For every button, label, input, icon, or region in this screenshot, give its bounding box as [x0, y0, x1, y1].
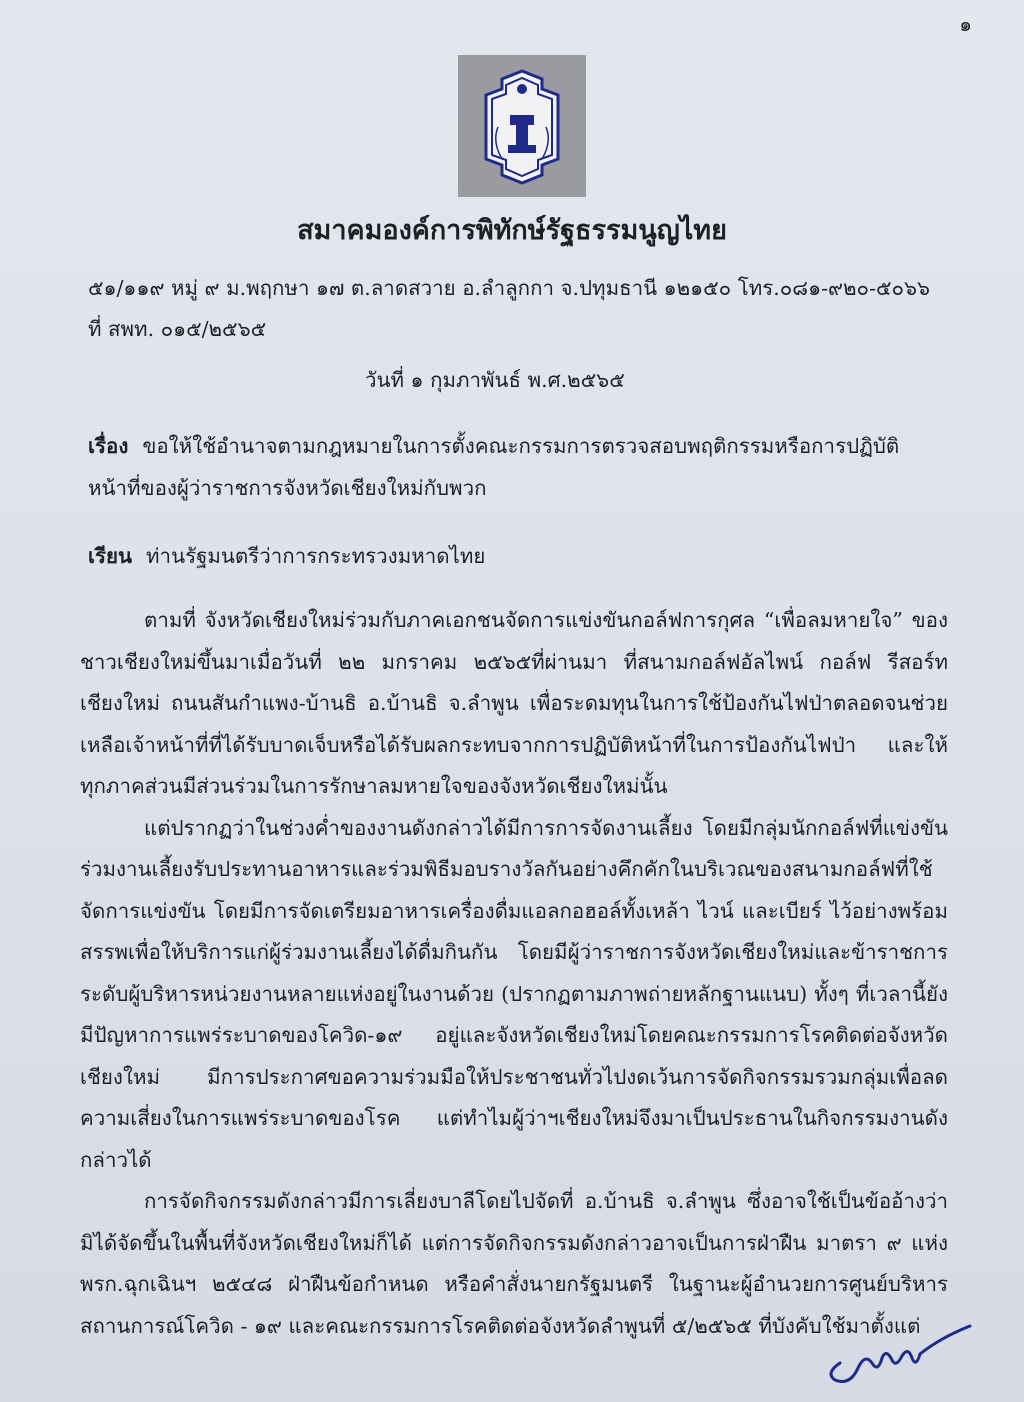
- address-line: ๕๑/๑๑๙ หมู่ ๙ ม.พฤกษา ๑๗ ต.ลาดสวาย อ.ลำลูกกา จ.ปทุมธานี ๑๒๑๕๐ โทร.๐๘๑-๙๒๐-๕๐๖๖: [88, 276, 931, 300]
- association-emblem-icon: [458, 55, 586, 197]
- salutation-line: [88, 540, 485, 573]
- subject-label: เรื่อง: [88, 434, 129, 458]
- reference-number: ที่ สพท. ๐๑๕/๒๕๖๕: [88, 317, 267, 341]
- organization-name: สมาคมองค์การพิทักษ์รัฐธรรมนูญไทย: [297, 215, 727, 246]
- body-paragraph: แต่ปรากฏว่าในช่วงค่ำของงานดังกล่าวได้มีการการจัดงานเลี้ยง โดยมีกลุ่มนักกอล์ฟที่แข่งขันร่วมงานเลี้ยงรับประทานอาหารและร่วมพิธีมอบรางวัลกันอย่างคึกคักในบริเวณของสนามกอล์ฟที่ใช้จัดการแข่งขัน โดยมีการจัดเตรียมอาหารเครื่องดื่มแอลกอฮอล์ทั้งเหล้า ไวน์ และเบียร์ ไว้อย่างพร้อมสรรพเพื่อให้บริการแก่ผู้ร่วมงานเลี้ยงได้ดื่มกินกัน โดยมีผู้ว่าราชการจังหวัดเชียงใหม่และข้าราชการระดับผู้บริหารหน่วยงานหลายแห่งอยู่ในงานด้วย (ปรากฏตามภาพถ่ายหลักฐานแนบ) ทั้งๆ ที่เวลานี้ยังมีปัญหาการแพร่ระบาดของโควิด-๑๙ อยู่และจังหวัดเชียงใหม่โดยคณะกรรมการโรคติดต่อจังหวัดเชียงใหม่ มีการประกาศขอความร่วมมือให้ประชาชนทั่วไปงดเว้นการจัดกิจกรรมรวมกลุ่มเพื่อลดความเสี่ยงในการแพร่ระบาดของโรค แต่ทำไมผู้ว่าฯเชียงใหม่จึงมาเป็นประธานในกิจกรรมงานดังกล่าวได้: [80, 815, 948, 1172]
- salutation-text: ท่านรัฐมนตรีว่าการกระทรวงมหาดไทย: [146, 544, 486, 568]
- handwritten-signature: [820, 1318, 990, 1388]
- letter-body: [80, 600, 948, 1347]
- salutation-label: เรียน: [88, 544, 133, 568]
- subject-text: ขอให้ใช้อำนาจตามกฎหมายในการตั้งคณะกรรมการตรวจสอบพฤติกรรมหรือการปฏิบัติหน้าที่ของผู้ว่าราชการจังหวัดเชียงใหม่กับพวก: [88, 434, 900, 500]
- body-paragraph: ตามที่ จังหวัดเชียงใหม่ร่วมกับภาคเอกชนจัดการแข่งขันกอล์ฟการกุศล “เพื่อลมหายใจ” ของชาวเชียงใหม่ขึ้นมาเมื่อวันที่ ๒๒ มกราคม ๒๕๖๕ที่ผ่านมา ที่สนามกอล์ฟอัลไพน์ กอล์ฟ รีสอร์ท เชียงใหม่ ถนนสันกำแพง-บ้านธิ อ.บ้านธิ จ.ลำพูน เพื่อระดมทุนในการใช้ป้องกันไฟป่าตลอดจนช่วยเหลือเจ้าหน้าที่ที่ได้รับบาดเจ็บหรือได้รับผลกระทบจากการปฏิบัติหน้าที่ในการป้องกันไฟป่า และให้ทุกภาคส่วนมีส่วนร่วมในการรักษาลมหายใจของจังหวัดเชียงใหม่นั้น: [80, 608, 948, 798]
- body-paragraph: การจัดกิจกรรมดังกล่าวมีการเลี่ยงบาลีโดยไปจัดที่ อ.บ้านธิ จ.ลำพูน ซึ่งอาจใช้เป็นข้ออ้างว่ามิได้จัดขึ้นในพื้นที่จังหวัดเชียงใหม่ก็ได้ แต่การจัดกิจกรรมดังกล่าวอาจเป็นการฝ่าฝืน มาตรา ๙ แห่ง พรก.ฉุกเฉินฯ ๒๕๔๘ ฝ่าฝืนข้อกำหนด หรือคำสั่งนายกรัฐมนตรี ในฐานะผู้อำนวยการศูนย์บริหารสถานการณ์โควิด - ๑๙ และคณะกรรมการโรคติดต่อจังหวัดลำพูนที่ ๕/๒๕๖๕ ที่บังคับใช้มาตั้งแต่: [80, 1189, 948, 1338]
- subject-line: [88, 425, 948, 509]
- page-number: ๑: [959, 12, 972, 36]
- letter-date: วันที่ ๑ กุมภาพันธ์ พ.ศ.๒๕๖๕: [365, 368, 625, 392]
